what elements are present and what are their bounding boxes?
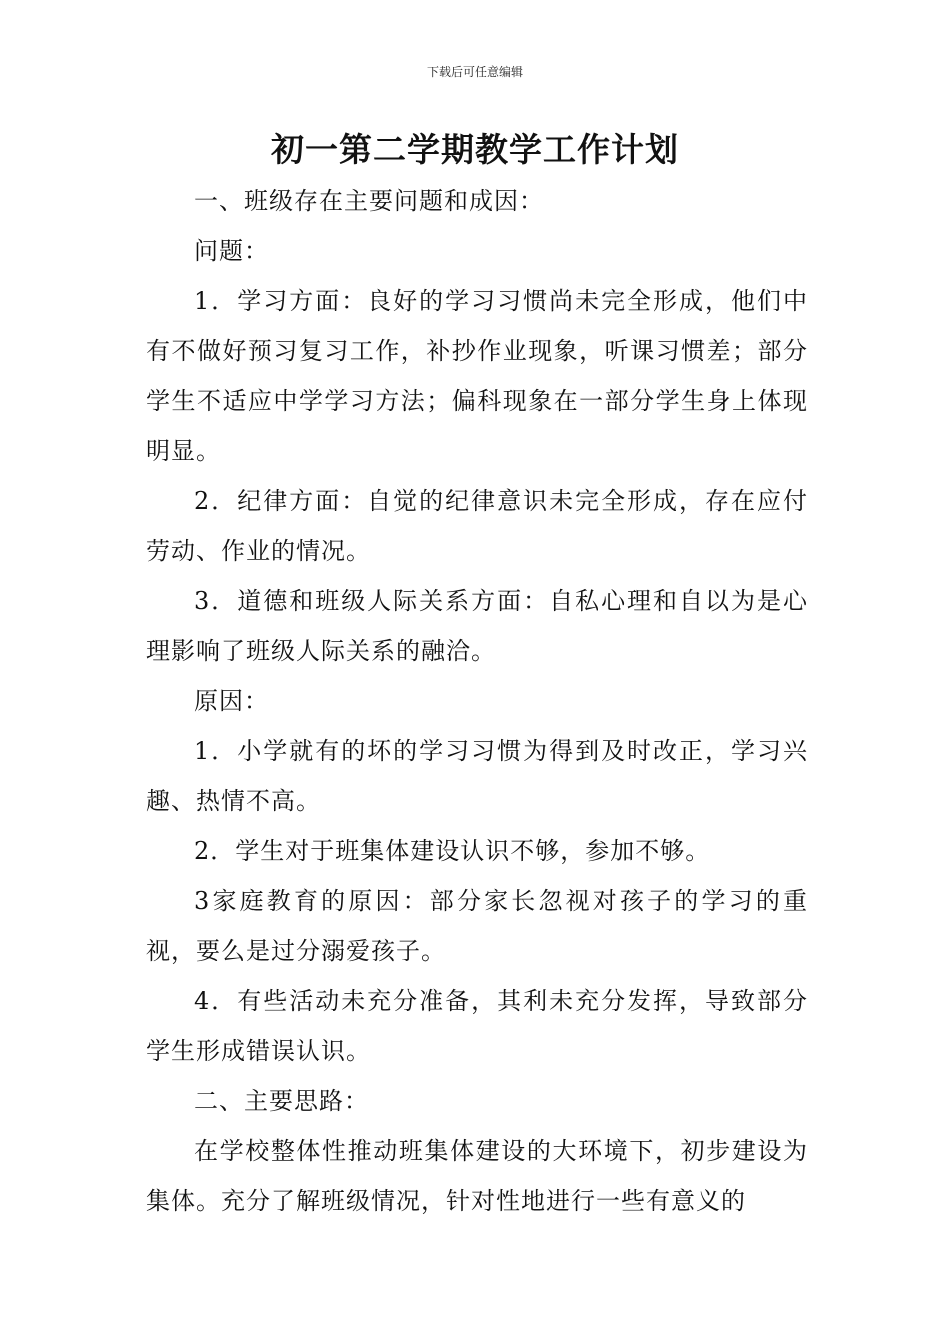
problem-item-morality: 3．道德和班级人际关系方面：自私心理和自以为是心理影响了班级人际关系的融洽。: [146, 587, 808, 665]
cause-item-activities: 4．有些活动未充分准备，其利未充分发挥，导致部分学生形成错误认识。: [146, 987, 808, 1065]
header-note: 下载后可任意编辑: [426, 65, 523, 79]
approach-paragraph: 在学校整体性推动班集体建设的大环境下，初步建设为集体。充分了解班级情况，针对性地进行一些有意义的: [146, 1137, 808, 1215]
section-heading-approach: 二、主要思路：: [194, 1087, 369, 1115]
problem-item-discipline: 2．纪律方面：自觉的纪律意识未完全形成，存在应付劳动、作业的情况。: [146, 487, 808, 565]
section-heading-problems: 一、班级存在主要问题和成因：: [194, 187, 544, 215]
problem-item-study: 1．学习方面：良好的学习习惯尚未完全形成，他们中有不做好预习复习工作，补抄作业现象，听课习惯差；部分学生不适应中学学习方法；偏科现象在一部分学生身上体现明显。: [146, 287, 808, 465]
document-body: [146, 176, 808, 1226]
subheading-causes: 原因：: [194, 687, 269, 715]
cause-item-awareness: 2．学生对于班集体建设认识不够，参加不够。: [194, 837, 711, 865]
subheading-problems: 问题：: [194, 237, 269, 265]
document-title: 初一第二学期教学工作计划: [271, 130, 679, 169]
cause-item-habits: 1．小学就有的坏的学习习惯为得到及时改正，学习兴趣、热情不高。: [146, 737, 808, 815]
cause-item-family: 3家庭教育的原因：部分家长忽视对孩子的学习的重视，要么是过分溺爱孩子。: [146, 887, 808, 965]
